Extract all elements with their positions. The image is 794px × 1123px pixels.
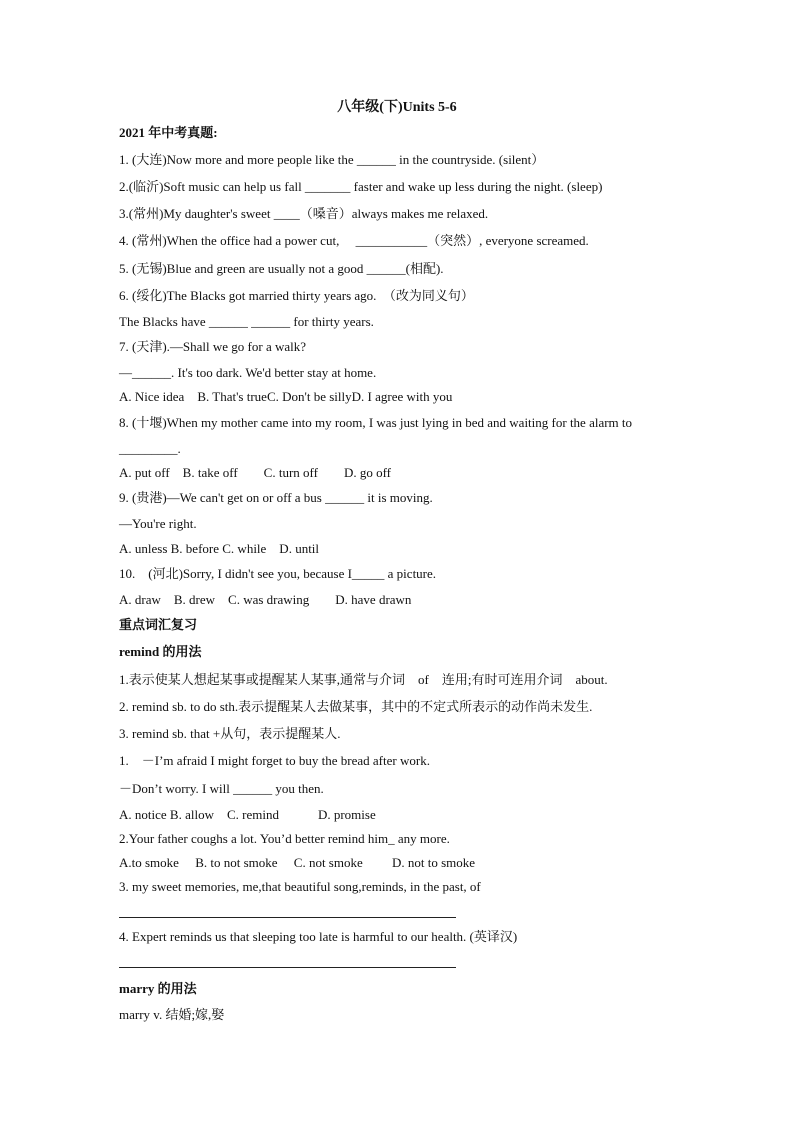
answer-line-3 — [119, 917, 456, 918]
exercise-2-options: A.to smoke B. to not smoke C. not smoke D. not to smoke — [119, 855, 476, 870]
exercise-4: 4. Expert reminds us that sleeping too late is harmful to our health. (英译汉) — [119, 929, 518, 944]
remind-rule-1: 1.表示使某人想起某事或提醒某人某事,通常与介词 of 连用;有时可连用介词 about. — [119, 672, 608, 687]
question-9: 9. (贵港)—We can't get on or off a bus ______ it is moving. — [119, 490, 433, 505]
question-7-reply: —______. It's too dark. We'd better stay at home. — [119, 365, 377, 380]
exercise-1-options: A. notice B. allow C. remind D. promise — [119, 807, 376, 822]
question-7-options: A. Nice idea B. That's trueC. Don't be sillyD. I agree with you — [119, 389, 453, 404]
page-title: 八年级(下)Units 5-6 — [337, 100, 457, 115]
question-8: 8. (十堰)When my mother came into my room, I was just lying in bed and waiting for the alarm to — [119, 415, 633, 430]
section-heading-exam: 2021 年中考真题: — [119, 125, 218, 140]
answer-line-4 — [119, 967, 456, 968]
question-3: 3.(常州)My daughter's sweet ____（嗓音）always makes me relaxed. — [119, 206, 489, 221]
exercise-2: 2.Your father coughs a lot. You’d better remind him_ any more. — [119, 831, 450, 846]
section-heading-vocab: 重点词汇复习 — [119, 617, 198, 632]
question-7: 7. (天津).—Shall we go for a walk? — [119, 339, 307, 354]
remind-heading: remind 的用法 — [119, 644, 202, 659]
question-10-options: A. draw B. drew C. was drawing D. have drawn — [119, 592, 412, 607]
question-4: 4. (常州)When the office had a power cut, ___________（突然）, everyone screamed. — [119, 233, 589, 248]
question-6-rewrite: The Blacks have ______ ______ for thirty years. — [119, 314, 374, 329]
question-9-options: A. unless B. before C. while D. until — [119, 541, 320, 556]
exercise-1-reply: －Don’t worry. I will ______ you then. — [119, 781, 324, 796]
question-8-options: A. put off B. take off C. turn off D. go off — [119, 465, 392, 480]
question-9-reply: —You're right. — [119, 516, 197, 531]
question-8-blank: _________. — [119, 441, 181, 456]
marry-definition: marry v. 结婚;嫁,娶 — [119, 1007, 225, 1022]
marry-heading: marry 的用法 — [119, 981, 197, 996]
question-1: 1. (大连)Now more and more people like the ______ in the countryside. (silent） — [119, 152, 545, 167]
question-6: 6. (绥化)The Blacks got married thirty years ago. （改为同义句） — [119, 288, 474, 303]
remind-rule-2: 2. remind sb. to do sth.表示提醒某人去做某事，其中的不定式所表示的动作尚未发生. — [119, 699, 593, 714]
question-10: 10. (河北)Sorry, I didn't see you, because I_____ a picture. — [119, 566, 437, 581]
exercise-3: 3. my sweet memories, me,that beautiful song,reminds, in the past, of — [119, 879, 481, 894]
exercise-1: 1. －I’m afraid I might forget to buy the bread after work. — [119, 753, 430, 768]
remind-rule-3: 3. remind sb. that +从句，表示提醒某人. — [119, 726, 341, 741]
question-2: 2.(临沂)Soft music can help us fall _______ faster and wake up less during the night. (sleep) — [119, 179, 603, 194]
question-5: 5. (无锡)Blue and green are usually not a good ______(相配). — [119, 261, 444, 276]
